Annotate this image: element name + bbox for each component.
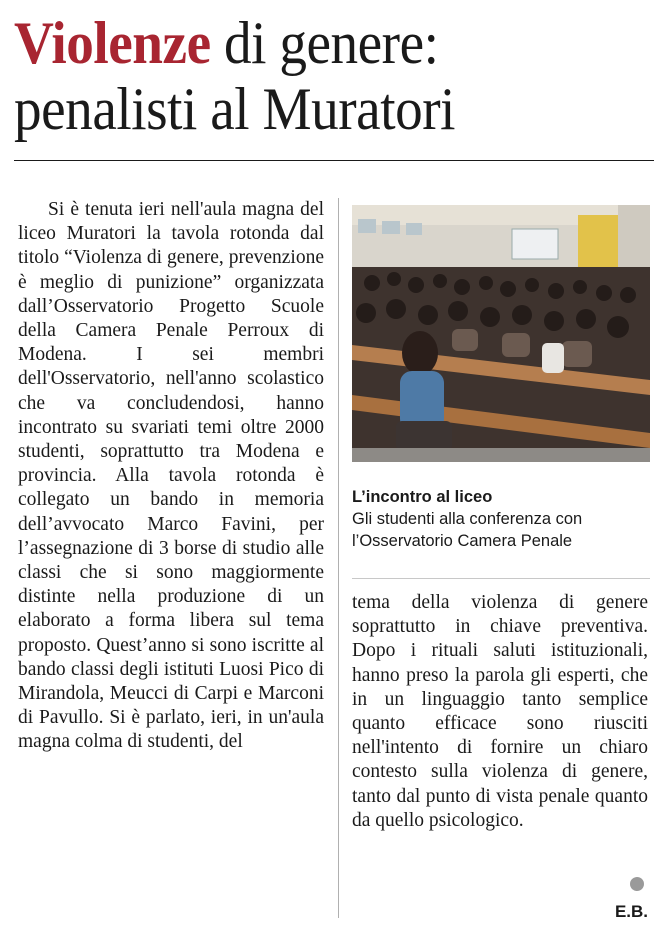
end-of-article-dot-icon <box>630 877 644 891</box>
article-body-left: Si è tenuta ieri nell'aula magna del liceo Muratori la tavola rotonda dal titolo “Violenza di genere, prevenzione è meglio di punizione” organizzata dall’Osservatorio Progetto Scuole della Camera Penale Perroux di Modena. I sei membri dell'Osservatorio, nell'anno scolastico che va concludendosi, hanno incontrato su svariati temi oltre 2000 studenti, soprattutto tra Modena e provincia. Alla tavola rotonda è collegato un bando in memoria dell’avvocato Marco Favini, per l’assegnazione di 3 borse di studio alle classi che si sono maggiormente distinte nella produzione di un elaborato a forma libera sul tema proposto. Quest’anno si sono iscritte al bando classi degli istituti Luosi Pico di Mirandola, Meucci di Carpi e Marconi di Pavullo. Si è parlato, ieri, in un'aula magna colma di studenti, del <box>18 199 324 753</box>
headline-rule <box>14 160 654 161</box>
article-photo <box>352 205 650 462</box>
caption-title: L’incontro al liceo <box>352 488 493 506</box>
article-body-right: tema della violenza di genere soprattutto in chiave preventiva. Dopo i rituali saluti istituzionali, hanno preso la parola gli esperti, che in un linguaggio tanto semplice quanto efficace sono riusciti nell'intento di fornire un chiaro contesto sulla violenza di genere, tanto dal punto di vista penale quanto da quello psicologico. <box>352 592 648 831</box>
author-signature: E.B. <box>614 902 648 921</box>
headline-accent: Violenze <box>14 10 211 76</box>
article-left-column <box>18 198 324 755</box>
audience-photo-illustration <box>352 205 650 462</box>
headline-line1-rest: di genere: <box>210 10 439 76</box>
photo-caption <box>352 486 648 552</box>
article-right-column <box>352 591 648 833</box>
headline <box>14 10 603 142</box>
caption-divider <box>352 578 650 579</box>
caption-text: Gli studenti alla conferenza con l’Osservatorio Camera Penale <box>352 510 583 550</box>
headline-line2: penalisti al Muratori <box>14 76 456 142</box>
column-divider <box>338 198 339 918</box>
